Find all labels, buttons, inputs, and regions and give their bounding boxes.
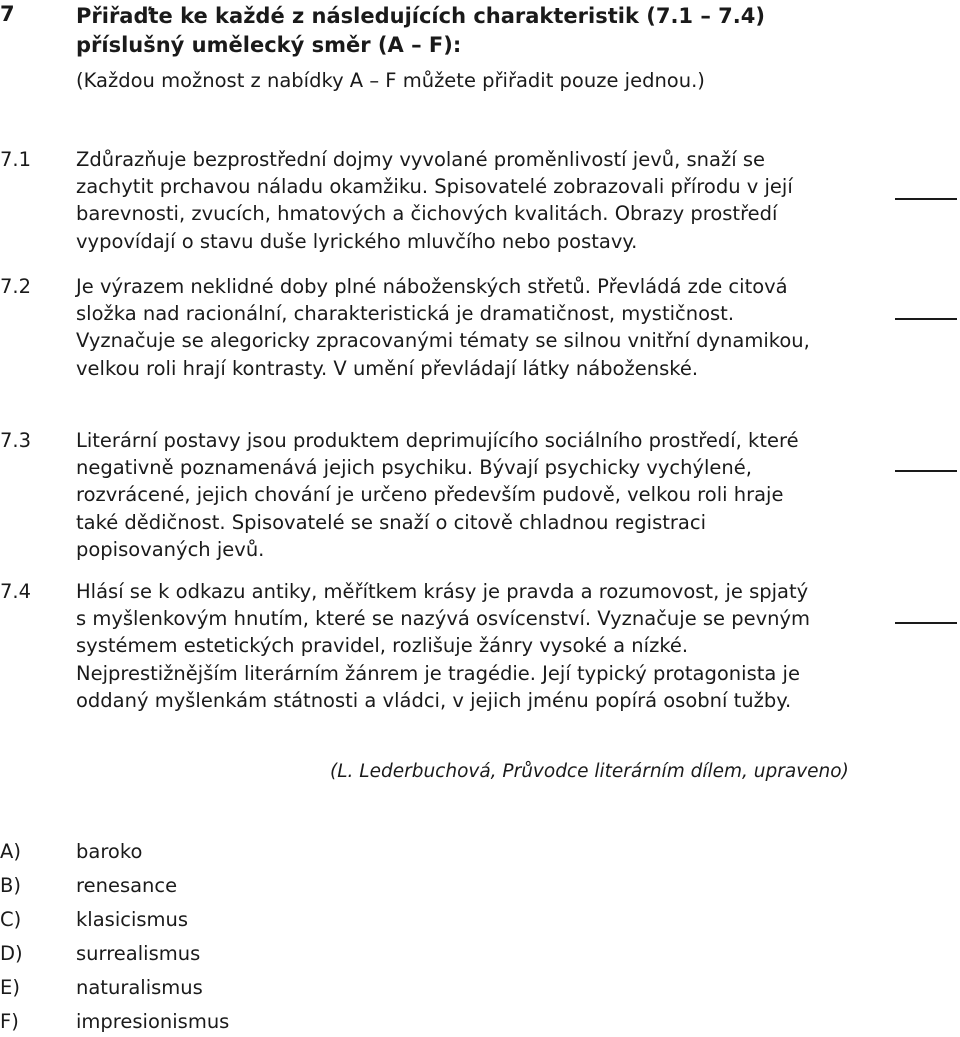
item-text: Literární postavy jsou produktem deprimujícího sociálního prostředí, které negativně poznamenává jejich psychiku. Bývají psychicky vychýlené, rozvrácené, jejich chování je určeno především pudově, velkou roli hraje také dědičnost. Spisovatelé se snaží o citově chladnou registraci popisovaných jevů. [76,429,799,561]
answer-blank[interactable] [895,470,957,472]
item-text: Je výrazem neklidné doby plné náboženských střetů. Převládá zde citová složka nad racionální, charakteristická je dramatičnost, mystičnost. Vyznačuje se alegoricky zpracovanými tématy se silnou vnitřní dynamikou, velkou roli hrají kontrasty. V umění převládají látky náboženské. [76,275,810,380]
answer-blank[interactable] [895,318,957,320]
task-title: Přiřaďte ke každé z následujících charakteristik (7.1 – 7.4) příslušný umělecký směr (A – F): [76,4,765,57]
item-text: Hlásí se k odkazu antiky, měřítkem krásy je pravda a rozumovost, je spjatý s myšlenkovým hnutím, které se nazývá osvícenství. Vyznačuje se pevným systémem estetických pravidel, rozlišuje žánry vysoké a nízké. Nejprestižnějším literárním žánrem je tragédie. Její typický protagonista je oddaný myšlenkám státnosti a vládci, v jejich jménu popírá osobní tužby. [76,580,811,712]
option-label: naturalismus [76,976,203,999]
item-text: Zdůrazňuje bezprostřední dojmy vyvolané proměnlivostí jevů, snaží se zachytit prchavou náladu okamžiku. Spisovatelé zobrazovali přírodu v její barevnosti, zvucích, hmatových a čichových kvalitách. Obrazy prostředí vypovídají o stavu duše lyrického mluvčího nebo postavy. [76,148,793,253]
option-label: surrealismus [76,942,201,965]
answer-blank[interactable] [895,198,957,200]
item-number: 7.1 [0,148,32,171]
source-citation: (L. Lederbuchová, Průvodce literárním dílem, upraveno) [330,761,849,782]
task-note: (Každou možnost z nabídky A – F můžete přiřadit pouze jednou.) [76,69,705,92]
option-letter: F) [0,1010,19,1033]
item-number: 7.2 [0,275,32,298]
item-number: 7.4 [0,580,32,603]
option-label: impresionismus [76,1010,230,1033]
answer-blank[interactable] [895,622,957,624]
task-number: 7 [0,2,15,26]
option-label: baroko [76,840,143,863]
option-label: klasicismus [76,908,189,931]
option-letter: C) [0,908,22,931]
option-letter: A) [0,840,21,863]
option-letter: B) [0,874,21,897]
item-number: 7.3 [0,429,32,452]
option-letter: E) [0,976,20,999]
option-letter: D) [0,942,23,965]
option-label: renesance [76,874,178,897]
